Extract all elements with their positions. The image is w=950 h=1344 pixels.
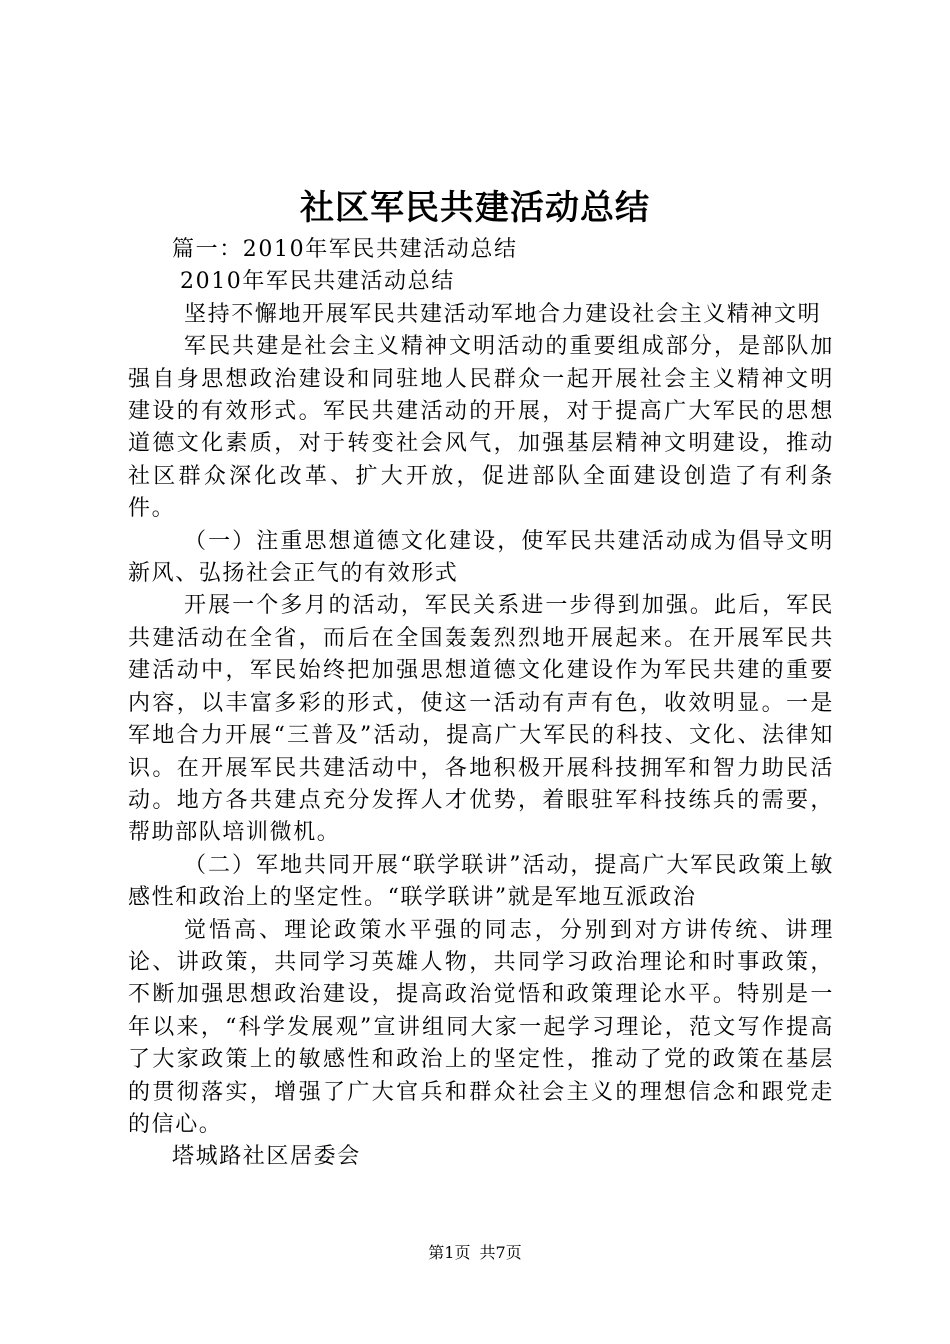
paragraph-point-two: （二）军地共同开展“联学联讲”活动，提高广大军民政策上敏感性和政治上的坚定性。“联学联讲”就是军地互派政治 [128, 852, 834, 911]
document-title: 社区军民共建活动总结 [300, 188, 650, 228]
page-total: 共7页 [479, 1243, 522, 1262]
paragraph-intro: 军民共建是社会主义精神文明活动的重要组成部分，是部队加强自身思想政治建设和同驻地人民群众一起开展社会主义精神文明建设的有效形式。军民共建活动的开展，对于提高广大军民的思想道德文化素质，对于转变社会风气，加强基层精神文明建设，推动社区群众深化改革、扩大开放，促进部队全面建设创造了有利条件。 [128, 334, 834, 522]
page-number: 第1页 [428, 1243, 471, 1262]
document-body [128, 234, 834, 1174]
paragraph-signature: 塔城路社区居委会 [172, 1144, 361, 1170]
paragraph-subtitle: 2010年军民共建活动总结 [180, 269, 455, 295]
paragraph-theme: 坚持不懈地开展军民共建活动军地合力建设社会主义精神文明 [184, 301, 822, 327]
paragraph-point-one: （一）注重思想道德文化建设，使军民共建活动成为倡导文明新风、弘扬社会正气的有效形式 [128, 528, 834, 587]
paragraph-section-heading: 篇一：2010年军民共建活动总结 [172, 237, 518, 262]
paragraph-point-two-body: 觉悟高、理论政策水平强的同志，分别到对方讲传统、讲理论、讲政策，共同学习英雄人物，共同学习政治理论和时事政策，不断加强思想政治建设，提高政治觉悟和政策理论水平。特别是一年以来，“科学发展观”宣讲组同大家一起学习理论，范文写作提高了大家政策上的敏感性和政治上的坚定性，推动了党的政策在基层的贯彻落实，增强了广大官兵和群众社会主义的理想信念和跟党走的信心。 [128, 917, 834, 1137]
page-footer [0, 1242, 950, 1264]
paragraph-point-one-body: 开展一个多月的活动，军民关系进一步得到加强。此后，军民共建活动在全省，而后在全国轰轰烈烈地开展起来。在开展军民共建活动中，军民始终把加强思想道德文化建设作为军民共建的重要内容，以丰富多彩的形式，使这一活动有声有色，收效明显。一是军地合力开展“三普及”活动，提高广大军民的科技、文化、法律知识。在开展军民共建活动中，各地积极开展科技拥军和智力助民活动。地方各共建点充分发挥人才优势，着眼驻军科技练兵的需要，帮助部队培训微机。 [128, 593, 834, 846]
